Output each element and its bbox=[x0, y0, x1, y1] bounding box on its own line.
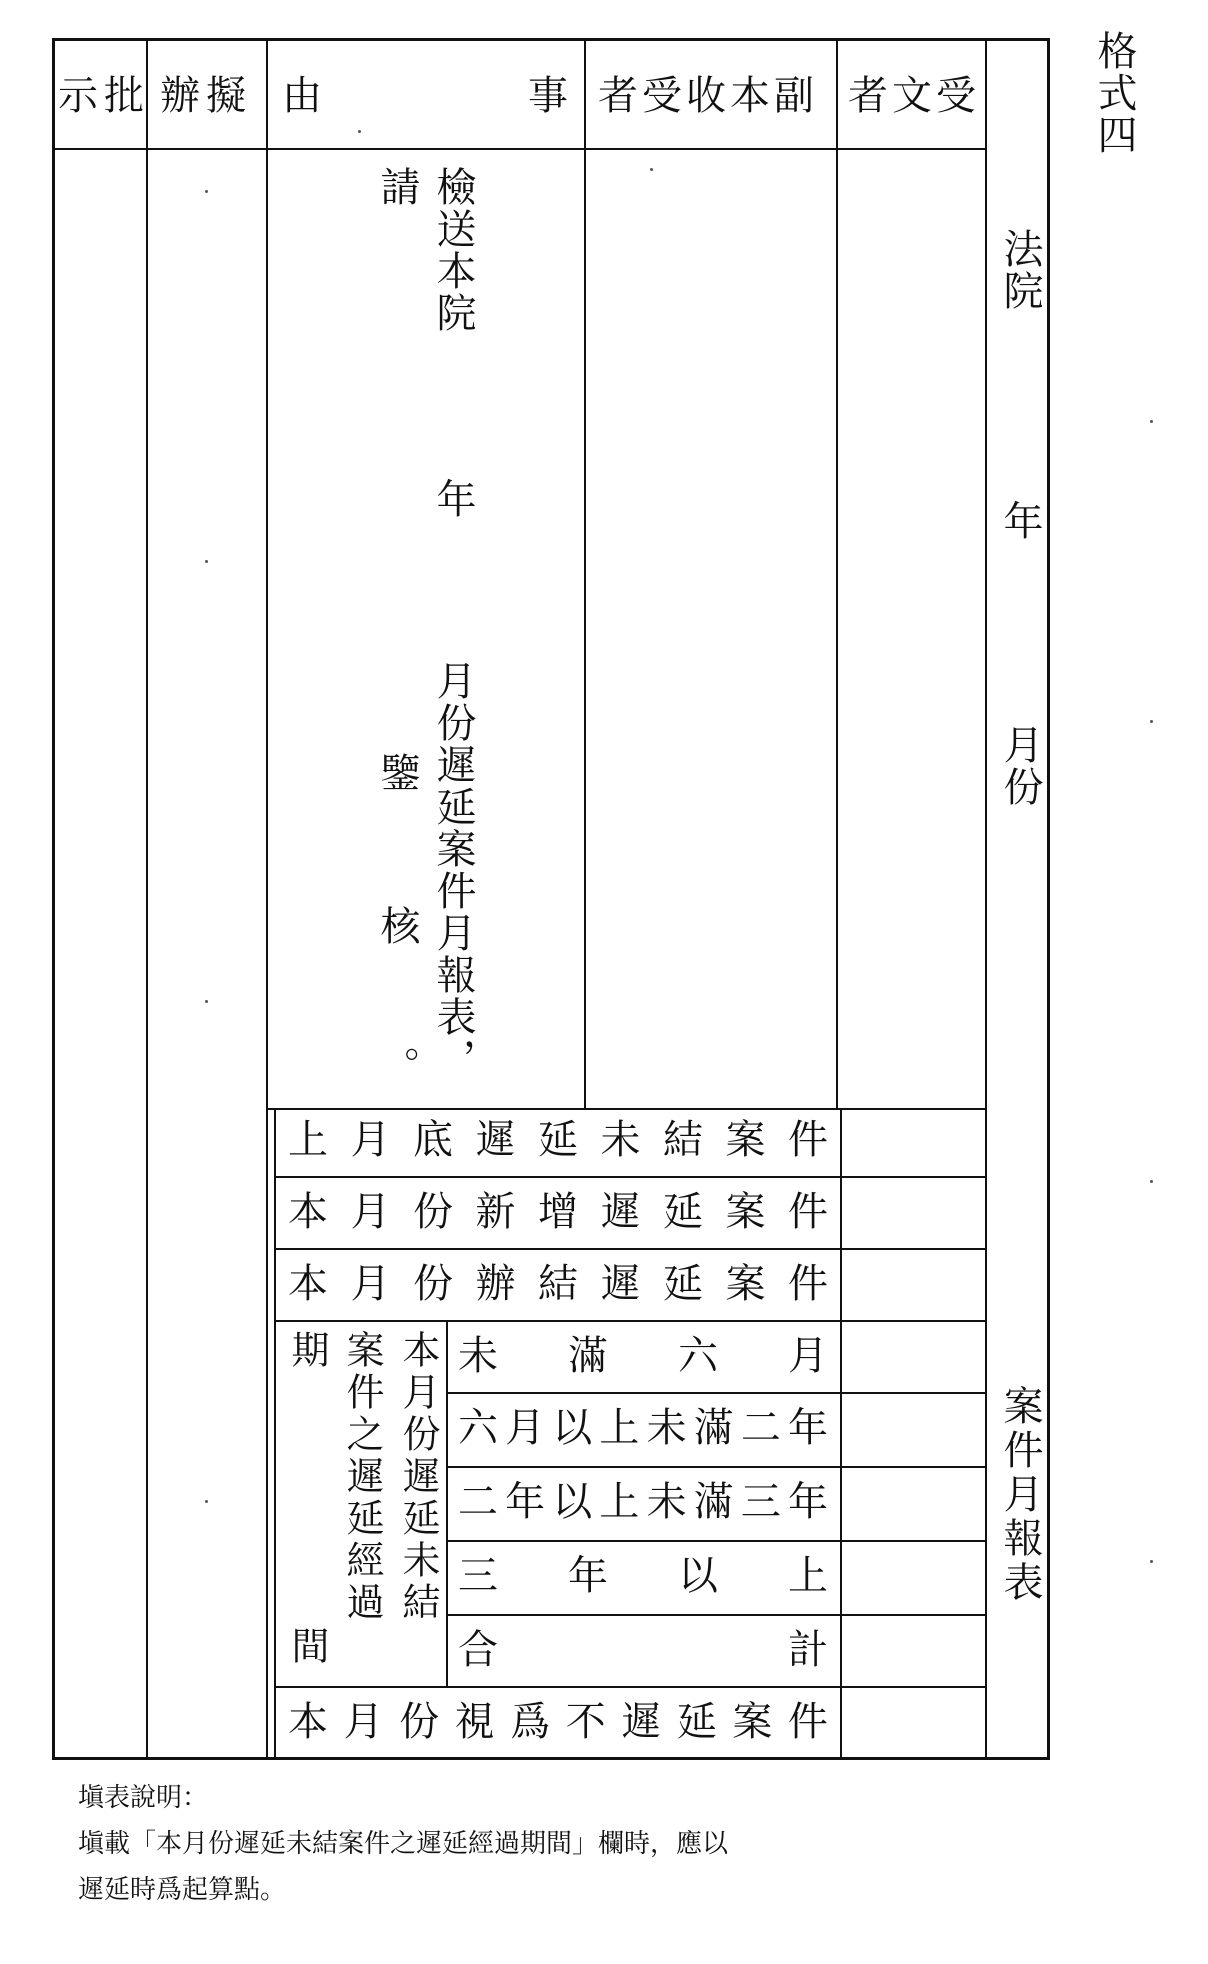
header-copy-recipient: 者受收本副 bbox=[598, 73, 818, 119]
header-subject-left: 由 bbox=[282, 73, 328, 119]
notes-line1: 塡載「本月份遲延未結案件之遲延經過期間」欄時，應以 bbox=[78, 1829, 729, 1859]
group-label-col3: 本月份遲延未結 bbox=[396, 1330, 440, 1624]
value-col-divider bbox=[840, 1108, 842, 1760]
row-line-9 bbox=[274, 1686, 985, 1688]
col-divider-copy bbox=[836, 38, 838, 110]
scan-speck bbox=[205, 1500, 208, 1503]
row-line-4 bbox=[274, 1320, 985, 1322]
subject-period: 。 bbox=[374, 1046, 420, 1088]
sub-over-3y: 三 年 以 上 bbox=[458, 1553, 828, 1599]
header-subject-right: 事 bbox=[528, 73, 574, 119]
col-divider-approve bbox=[146, 38, 148, 1760]
subject-review-b: 核 bbox=[374, 905, 420, 947]
col-divider-side bbox=[985, 38, 987, 1760]
col-divider-draft bbox=[266, 38, 268, 1760]
row-line-3 bbox=[274, 1248, 985, 1250]
group-label-col2: 案件之遲延經過 bbox=[340, 1330, 384, 1624]
scan-speck bbox=[358, 130, 361, 133]
subject-please: 請 bbox=[374, 166, 420, 208]
group-label-col1-bottom: 間 bbox=[285, 1626, 329, 1664]
scan-speck bbox=[1150, 1180, 1153, 1183]
row-line-2 bbox=[274, 1176, 985, 1178]
subject-year: 年 bbox=[430, 478, 476, 520]
header-approve: 示批 bbox=[58, 73, 150, 119]
notes-title: 塡表說明： bbox=[78, 1783, 209, 1813]
group-label-col1-top: 期 bbox=[285, 1330, 329, 1368]
scan-speck bbox=[650, 168, 653, 171]
row-line-8 bbox=[446, 1614, 985, 1616]
row-prev-month-pending: 上 月 底 遲 延 未 結 案 件 bbox=[288, 1117, 828, 1163]
scan-speck bbox=[205, 1000, 208, 1003]
subject-rest: 月份遲延案件月報表， bbox=[430, 660, 476, 1080]
scan-speck bbox=[1150, 720, 1153, 723]
row-new-delayed: 本 月 份 新 增 遲 延 案 件 bbox=[288, 1189, 828, 1235]
subject-review-a: 鑒 bbox=[374, 752, 420, 794]
subject-line1: 檢送本院 bbox=[430, 166, 476, 334]
header-recipient: 者文受 bbox=[848, 73, 980, 119]
scan-speck bbox=[205, 560, 208, 563]
header-underline bbox=[52, 148, 985, 150]
notes-line2: 遲延時爲起算點。 bbox=[78, 1875, 287, 1905]
side-title-report: 案件月報表 bbox=[997, 1385, 1043, 1605]
scan-speck bbox=[205, 190, 208, 193]
col-divider-recipient-top bbox=[836, 110, 838, 1110]
header-draft: 辦擬 bbox=[160, 73, 252, 119]
side-title-year: 年 bbox=[997, 500, 1043, 542]
scan-speck bbox=[1150, 420, 1153, 423]
row-not-delayed: 本 月 份 視 爲 不 遲 延 案 件 bbox=[288, 1699, 828, 1745]
row-line-1 bbox=[266, 1108, 985, 1110]
sub-2y-3y: 二 年 以 上 未 滿 三 年 bbox=[458, 1479, 828, 1525]
col-divider-subject bbox=[584, 38, 586, 1110]
side-title-court: 法院 bbox=[997, 228, 1043, 312]
sub-under-6m: 未 滿 六 月 bbox=[458, 1333, 828, 1379]
scan-speck bbox=[1150, 1560, 1153, 1563]
row-line-6 bbox=[446, 1466, 985, 1468]
lower-left-border bbox=[274, 1108, 276, 1760]
format-label: 格式四 bbox=[1091, 30, 1137, 156]
row-closed-delayed: 本 月 份 辦 結 遲 延 案 件 bbox=[288, 1261, 828, 1307]
group-divider bbox=[446, 1320, 448, 1686]
sub-total: 合 計 bbox=[458, 1627, 828, 1673]
row-line-5 bbox=[446, 1392, 985, 1394]
side-title-month: 月份 bbox=[997, 724, 1043, 808]
row-line-7 bbox=[446, 1540, 985, 1542]
sub-6m-2y: 六 月 以 上 未 滿 二 年 bbox=[458, 1405, 828, 1451]
